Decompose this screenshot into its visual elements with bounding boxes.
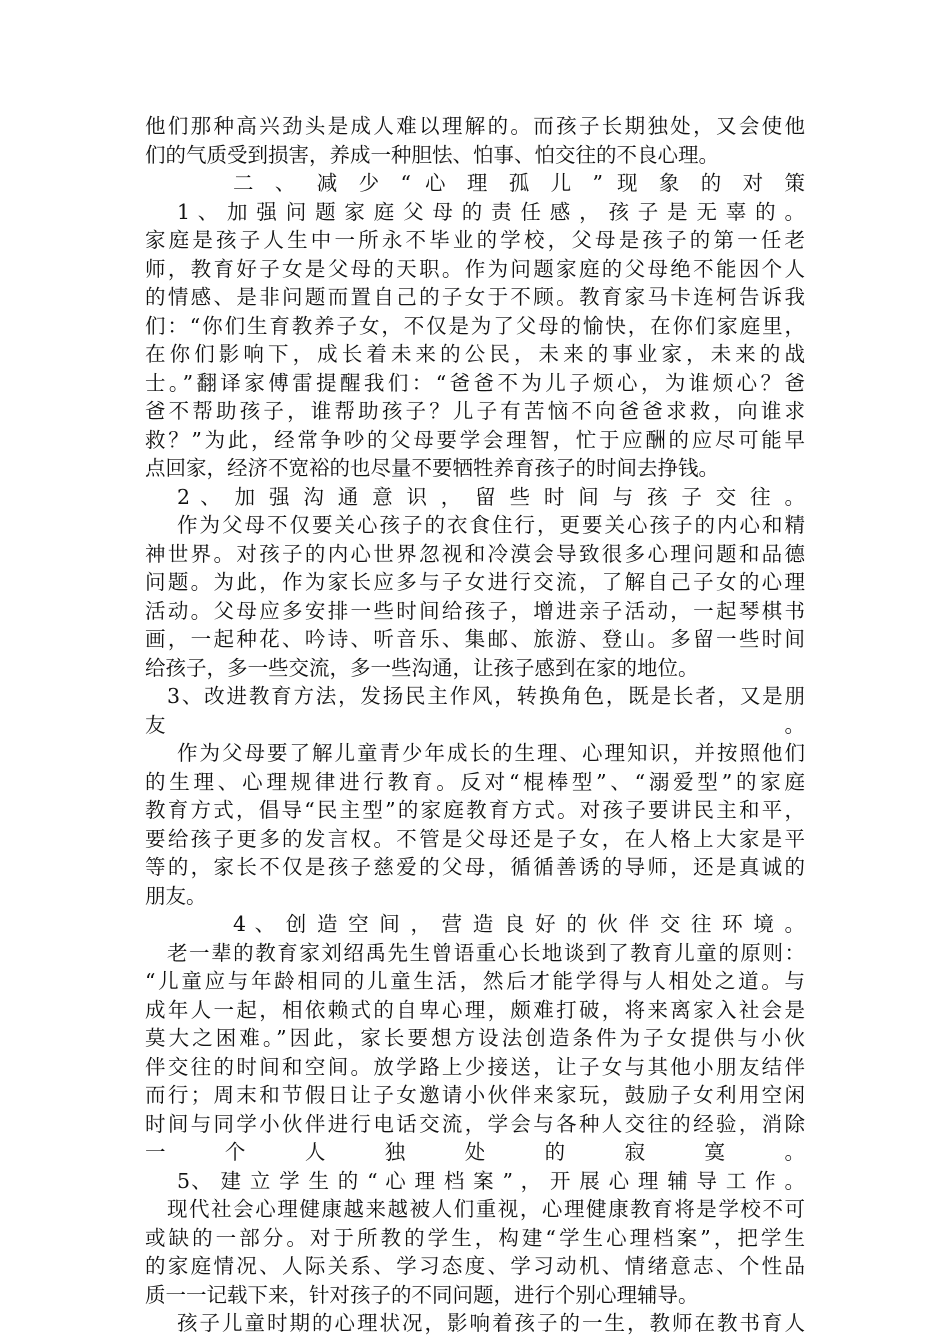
- body-line: 神世界。对孩子的内心世界忽视和冷漠会导致很多心理问题和品德: [145, 541, 805, 566]
- body-line: 们的气质受到损害，养成一种胆怯、怕事、怕交往的不良心理。: [145, 142, 719, 167]
- body-line: 们：“你们生育教养子女，不仅是为了父母的愉快，在你们家庭里，: [145, 313, 805, 338]
- body-line: 质一一记载下来，针对孩子的不同问题，进行个别心理辅导。: [145, 1282, 699, 1307]
- body-line: 师，教育好子女是父母的天职。作为问题家庭的父母绝不能因个人: [145, 256, 805, 281]
- body-line: 活动。父母应多安排一些时间给孩子，增进亲子活动，一起琴棋书: [145, 598, 805, 623]
- body-line: 莫大之困难。”因此，家长要想方设法创造条件为子女提供与小伙: [145, 1026, 805, 1050]
- subheading-5: 5、 建 立 学 生 的 “ 心 理 档 案 ” ， 开 展 心 理 辅 导 工 作 。: [177, 1168, 805, 1193]
- body-line: 他们那种高兴劲头是成人难以理解的。而孩子长期独处，又会使他: [145, 114, 805, 138]
- body-line: 现代社会心理健康越来越被人们重视，心理健康教育将是学校不可: [167, 1197, 805, 1221]
- body-line: 的生理、心理规律进行教育。反对“棍棒型”、“溺爱型”的家庭: [145, 769, 805, 794]
- body-line: 在你们影响下，成长着未来的公民，未来的事业家，未来的战: [145, 342, 805, 366]
- body-line: 家庭是孩子人生中一所永不毕业的学校，父母是孩子的第一任老: [145, 228, 805, 252]
- body-line: 而行；周末和节假日让子女邀请小伙伴来家玩，鼓励子女利用空闲: [145, 1083, 805, 1107]
- body-line: 一 个 人 独 处 的 寂 寞 。: [145, 1140, 805, 1164]
- body-line: 的家庭情况、人际关系、学习态度、学习动机、情绪意志、个性品: [145, 1254, 805, 1278]
- body-line: 时间与同学小伙伴进行电话交流，学会与各种人交往的经验，消除: [145, 1111, 805, 1136]
- body-line: 画，一起种花、吟诗、听音乐、集邮、旅游、登山。多留一些时间: [145, 627, 805, 651]
- body-line: 或缺的一部分。对于所教的学生，构建“学生心理档案”，把学生: [145, 1225, 805, 1250]
- body-line: 老一辈的教育家刘绍禹先生曾语重心长地谈到了教育儿童的原则：: [167, 940, 805, 965]
- subheading-3: 3、改进教育方法，发扬民主作风，转换角色，既是长者，又是朋: [167, 684, 805, 708]
- body-line: 要给孩子更多的发言权。不管是父母还是子女，在人格上大家是平: [145, 826, 805, 851]
- body-line: “儿童应与年龄相同的儿童生活，然后才能学得与人相处之道。与: [145, 969, 805, 993]
- body-line: 爸不帮助孩子，谁帮助孩子？儿子有苦恼不向爸爸求救，向谁求: [145, 399, 805, 423]
- body-line: 给孩子，多一些交流，多一些沟通，让孩子感到在家的地位。: [145, 655, 699, 680]
- subheading-4: 4 、 创 造 空 间 ， 营 造 良 好 的 伙 伴 交 往 环 境 。: [233, 912, 805, 936]
- body-line: 孩子儿童时期的心理状况，影响着孩子的一生，教师在教书育人: [177, 1311, 805, 1335]
- body-line: 救？”为此，经常争吵的父母要学会理智，忙于应酬的应尽可能早: [145, 427, 805, 452]
- body-line: 问题。为此，作为家长应多与子女进行交流，了解自己子女的心理: [145, 570, 805, 594]
- body-line: 成年人一起，相依赖式的自卑心理，颇难打破，将来离家入社会是: [145, 997, 805, 1022]
- body-line: 点回家，经济不宽裕的也尽量不要牺牲养育孩子的时间去挣钱。: [145, 456, 719, 480]
- body-line: 朋友。: [145, 883, 207, 908]
- document-page: [145, 112, 805, 1338]
- subheading-1: 1 、 加 强 问 题 家 庭 父 母 的 责 任 感 ， 孩 子 是 无 辜 的 。: [177, 199, 805, 224]
- subheading-2: 2 、 加 强 沟 通 意 识 ， 留 些 时 间 与 孩 子 交 往 。: [177, 484, 805, 509]
- body-line: 等的，家长不仅是孩子慈爱的父母，循循善诱的导师，还是真诚的: [145, 855, 805, 879]
- section-heading: 二 、 减 少 “ 心 理 孤 儿 ” 现 象 的 对 策: [233, 171, 805, 195]
- body-line: 教育方式，倡导“民主型”的家庭教育方式。对孩子要讲民主和平，: [145, 798, 805, 822]
- body-line: 作为父母不仅要关心孩子的衣食住行，更要关心孩子的内心和精: [177, 513, 805, 537]
- body-line: 作为父母要了解儿童青少年成长的生理、心理知识，并按照他们: [177, 741, 805, 765]
- subheading-3-end: 友 。: [145, 712, 805, 737]
- body-line: 士。”翻译家傅雷提醒我们：“爸爸不为儿子烦心，为谁烦心？爸: [145, 370, 805, 395]
- body-line: 伴交往的时间和空间。放学路上少接送，让子女与其他小朋友结伴: [145, 1054, 805, 1079]
- body-line: 的情感、是非问题而置自己的子女于不顾。教育家马卡连柯告诉我: [145, 285, 805, 309]
